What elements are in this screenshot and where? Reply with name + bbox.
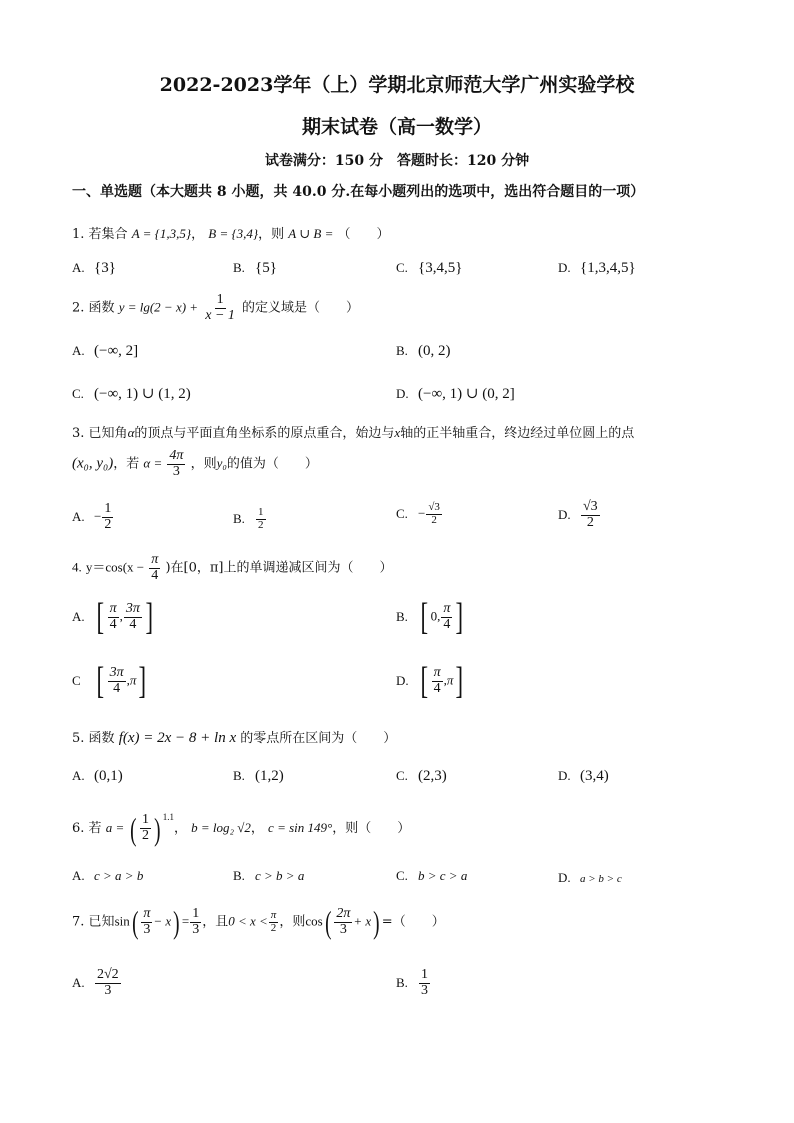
option-sign: −: [94, 508, 102, 524]
option-label: C.: [396, 260, 408, 275]
question-number: 1.: [72, 227, 85, 242]
option-q4-c: [72, 662, 149, 700]
option-label: B.: [396, 974, 408, 990]
punct: ，: [191, 227, 205, 242]
option-sign: −: [418, 505, 426, 521]
option-value: (1,2): [255, 768, 284, 784]
question-text: 的值为（ ）: [226, 456, 318, 472]
option-label: B.: [233, 260, 245, 275]
option-q3-c: [396, 502, 443, 526]
option-label: C.: [396, 768, 408, 783]
option-label: B.: [233, 868, 245, 883]
answer-blank: =（ ）: [381, 914, 445, 930]
question-text: ，则: [190, 456, 217, 472]
option-value: (−∞, 1) ∪ (0, 2]: [418, 386, 515, 402]
fraction-denominator: x − 1: [205, 307, 235, 323]
option-label: A.: [72, 343, 85, 358]
left-paren: (: [131, 904, 139, 940]
option-q4-b: [396, 598, 466, 636]
option-value: (−∞, 1) ∪ (1, 2): [94, 386, 191, 402]
fraction: [167, 449, 185, 479]
option-value: (0, 2): [418, 343, 451, 359]
option-value: a > b > c: [580, 873, 622, 885]
question-text: 的顶点与平面直角坐标系的原点重合，始边与: [134, 426, 395, 441]
left-paren: (: [130, 810, 137, 847]
option-label: A.: [72, 768, 85, 783]
option-q6-d: [558, 870, 622, 886]
fraction-numerator: π: [270, 908, 277, 921]
fraction-denominator: 3: [172, 463, 180, 479]
fraction: [108, 666, 126, 696]
fraction: [581, 500, 600, 530]
question-4: [72, 553, 392, 583]
option-label: A.: [72, 508, 85, 524]
option-value: (0,1): [94, 768, 123, 784]
fraction-numerator: 1: [216, 292, 224, 307]
question-number: 2.: [72, 300, 85, 316]
question-number: 6.: [72, 821, 85, 836]
fraction-denominator: 4: [113, 680, 121, 696]
option-q2-b: [396, 343, 451, 360]
option-value: {5}: [255, 260, 277, 276]
fraction-denominator: 4: [433, 680, 441, 696]
question-text: 轴的正半轴重合，终边经过单位圆上的点: [400, 426, 635, 441]
right-bracket: ]: [145, 596, 154, 638]
punct: ，: [250, 821, 264, 836]
fraction: [124, 602, 142, 632]
fraction-denominator: 2: [104, 516, 112, 532]
fraction: [190, 907, 201, 937]
fraction: [149, 553, 160, 583]
punct: ，: [173, 821, 187, 836]
right-bracket: ]: [455, 596, 464, 638]
fraction-numerator: 3π: [125, 600, 140, 616]
option-value: {1,3,4,5}: [580, 260, 636, 276]
fraction: [441, 602, 452, 632]
fraction-numerator: 1: [192, 905, 200, 921]
right-paren: ): [154, 810, 161, 847]
option-q4-d: [396, 662, 466, 700]
right-bracket: ]: [455, 660, 464, 702]
math-term: − x: [153, 913, 172, 929]
question-text: 函数: [88, 731, 115, 746]
fraction-denominator: 2: [586, 514, 594, 530]
math-union: A ∪ B =: [288, 226, 334, 241]
right-paren: ): [373, 904, 380, 940]
option-label: B.: [396, 343, 408, 358]
math-eq: =: [181, 913, 190, 929]
option-label: A.: [72, 260, 85, 275]
fraction: [419, 968, 430, 998]
fraction-denominator: 3: [104, 982, 112, 998]
option-label: C: [72, 672, 81, 688]
option-q2-a: [72, 343, 138, 360]
fraction: [141, 907, 152, 937]
math-b-eq: b = log₂ √2: [191, 820, 251, 835]
right-bracket: ]: [138, 660, 147, 702]
option-q5-b: [233, 768, 284, 785]
math-cos: cos: [305, 913, 323, 929]
option-q1-b: [233, 260, 277, 277]
option-q5-d: [558, 768, 609, 785]
option-q3-a: [72, 502, 114, 532]
option-label: C.: [72, 386, 84, 401]
fraction: [426, 502, 442, 526]
option-value: c > b > a: [255, 868, 305, 883]
fraction-denominator: 2: [431, 513, 437, 526]
fraction: [432, 666, 443, 696]
question-1: [72, 223, 390, 242]
fraction: [203, 293, 237, 323]
fraction-numerator: √3: [428, 501, 440, 513]
fraction-denominator: 3: [143, 921, 151, 937]
option-value: (3,4): [580, 768, 609, 784]
question-text: 的定义域是（ ）: [242, 300, 360, 316]
math-function: y = lg(2 − x) +: [118, 299, 199, 315]
left-bracket: [: [96, 660, 105, 702]
question-text: 函数: [88, 300, 115, 316]
question-text: ，且: [202, 914, 229, 930]
option-label: C.: [396, 868, 408, 883]
option-label: D.: [396, 672, 409, 688]
fraction-denominator: 3: [339, 921, 347, 937]
option-value: {3,4,5}: [418, 260, 463, 276]
fraction: [256, 507, 266, 531]
math-point: (x₀, y₀): [72, 455, 114, 472]
question-text: ，则: [258, 227, 285, 242]
fraction-denominator: 2: [142, 828, 150, 843]
option-q3-b: [233, 507, 267, 531]
right-paren: ): [173, 904, 180, 940]
option-label: B.: [233, 510, 245, 526]
fraction-denominator: 4: [443, 616, 451, 632]
fraction-denominator: 2: [270, 921, 277, 934]
option-label: B.: [396, 608, 408, 624]
option-value: (2,3): [418, 768, 447, 784]
question-text: ，则: [279, 914, 306, 930]
option-label: A.: [72, 974, 85, 990]
fraction-denominator: 2: [258, 518, 264, 531]
option-q1-a: [72, 260, 116, 277]
option-value: 0,: [430, 608, 441, 624]
option-label: B.: [233, 768, 245, 783]
option-value: ,π: [126, 672, 137, 688]
option-q1-c: [396, 260, 462, 277]
math-a-eq: a =: [105, 820, 125, 835]
math-term: + x: [353, 913, 372, 929]
exponent: 1.1: [162, 812, 174, 822]
fraction-numerator: π: [433, 664, 441, 680]
question-text: ，若: [113, 456, 140, 472]
fraction-numerator: 2π: [336, 905, 351, 921]
option-q5-c: [396, 768, 447, 785]
fraction-numerator: π: [151, 552, 159, 567]
fraction-denominator: 3: [192, 921, 200, 937]
math-set-b: B = {3,4}: [208, 226, 259, 241]
question-6: [72, 812, 410, 845]
question-number: 5.: [72, 731, 85, 746]
question-text: 已知: [88, 914, 115, 930]
option-value: (−∞, 2]: [94, 343, 139, 359]
question-5: [72, 727, 396, 747]
question-text: )在[0，π]上的单调递减区间为（ ）: [165, 560, 393, 576]
option-label: D.: [396, 386, 409, 401]
question-text: 若: [88, 821, 102, 836]
option-q3-d: [558, 500, 601, 530]
fraction-numerator: 1: [258, 506, 264, 518]
fraction-numerator: π: [443, 600, 451, 616]
option-label: A.: [72, 608, 85, 624]
math-function: y＝cos(x −: [85, 559, 145, 575]
question-3-line2: [72, 449, 318, 479]
fraction-denominator: 3: [421, 982, 428, 998]
option-q6-a: [72, 868, 143, 884]
option-label: C.: [396, 505, 408, 521]
math-c-eq: c = sin 149°: [268, 820, 333, 835]
option-q6-b: [233, 868, 304, 884]
question-text: 的零点所在区间为（ ）: [240, 731, 397, 746]
math-alpha: α: [127, 425, 135, 440]
math-sin: sin: [114, 913, 130, 929]
fraction-denominator: 4: [151, 567, 159, 583]
math-set-a: A = {1,3,5}: [131, 226, 192, 241]
left-bracket: [: [420, 596, 429, 638]
fraction: [140, 813, 151, 843]
left-bracket: [: [420, 660, 429, 702]
exam-meta: 试卷满分：150 分 答题时长：120 分钟: [264, 153, 530, 169]
question-text: 若集合: [88, 227, 128, 242]
answer-blank: （ ）: [337, 227, 390, 242]
option-q7-a: [72, 968, 122, 998]
option-value: c > a > b: [94, 868, 144, 883]
fraction: [269, 910, 279, 934]
fraction-numerator: π: [109, 600, 117, 616]
question-number: 4.: [72, 559, 82, 575]
left-paren: (: [324, 904, 332, 940]
option-label: A.: [72, 868, 85, 883]
fraction: [334, 907, 352, 937]
option-value: {3}: [94, 260, 116, 276]
math-function: f(x) = 2x − 8 + ln x: [118, 730, 237, 746]
question-2: [72, 293, 359, 323]
option-label: D.: [558, 260, 571, 275]
option-q2-c: [72, 384, 191, 403]
fraction-numerator: 1: [142, 812, 150, 828]
math-condition: 0 < x <: [228, 913, 268, 929]
fraction-numerator: 1: [421, 967, 428, 982]
question-text: 已知角: [88, 426, 128, 441]
fraction-numerator: π: [143, 905, 151, 921]
question-7: [72, 906, 445, 938]
question-number: 7.: [72, 914, 85, 930]
fraction-denominator: 4: [129, 616, 137, 632]
math-alpha-eq: α =: [143, 455, 163, 471]
option-label: D.: [558, 506, 571, 522]
fraction: [108, 602, 119, 632]
left-bracket: [: [96, 596, 105, 638]
question-number: 3.: [72, 426, 85, 441]
question-3: [72, 422, 634, 441]
fraction-denominator: 4: [109, 616, 117, 632]
option-label: D.: [558, 768, 571, 783]
fraction-numerator: 1: [104, 501, 112, 516]
option-q7-b: [396, 968, 431, 998]
fraction: [95, 968, 121, 998]
exam-title: 2022-2023学年（上）学期北京师范大学广州实验学校: [159, 74, 635, 96]
fraction-numerator: 2√2: [97, 967, 119, 982]
section-heading: 一、单选题（本大题共 8 小题，共 40.0 分.在每小题列出的选项中，选出符合题目的一项）: [72, 184, 645, 200]
option-q2-d: [396, 384, 515, 403]
option-value: b > c > a: [418, 868, 468, 883]
option-label: D.: [558, 870, 571, 885]
exam-subtitle: 期末试卷（高一数学）: [301, 116, 492, 138]
fraction: [102, 502, 113, 532]
fraction-numerator: 4π: [169, 448, 184, 463]
fraction-numerator: 3π: [109, 664, 124, 680]
fraction-numerator: √3: [583, 499, 598, 514]
option-q5-a: [72, 768, 123, 785]
option-q6-c: [396, 868, 467, 884]
option-q4-a: A. [ $\frac{\pi}{4}$ , $\frac{3\pi}{4}$ ]: [72, 596, 154, 638]
math-x: x: [394, 425, 401, 440]
question-text: ，则（ ）: [332, 821, 411, 836]
option-value: ,π: [443, 672, 454, 688]
option-q1-d: [558, 260, 636, 277]
math-y0: y₀: [216, 455, 227, 471]
